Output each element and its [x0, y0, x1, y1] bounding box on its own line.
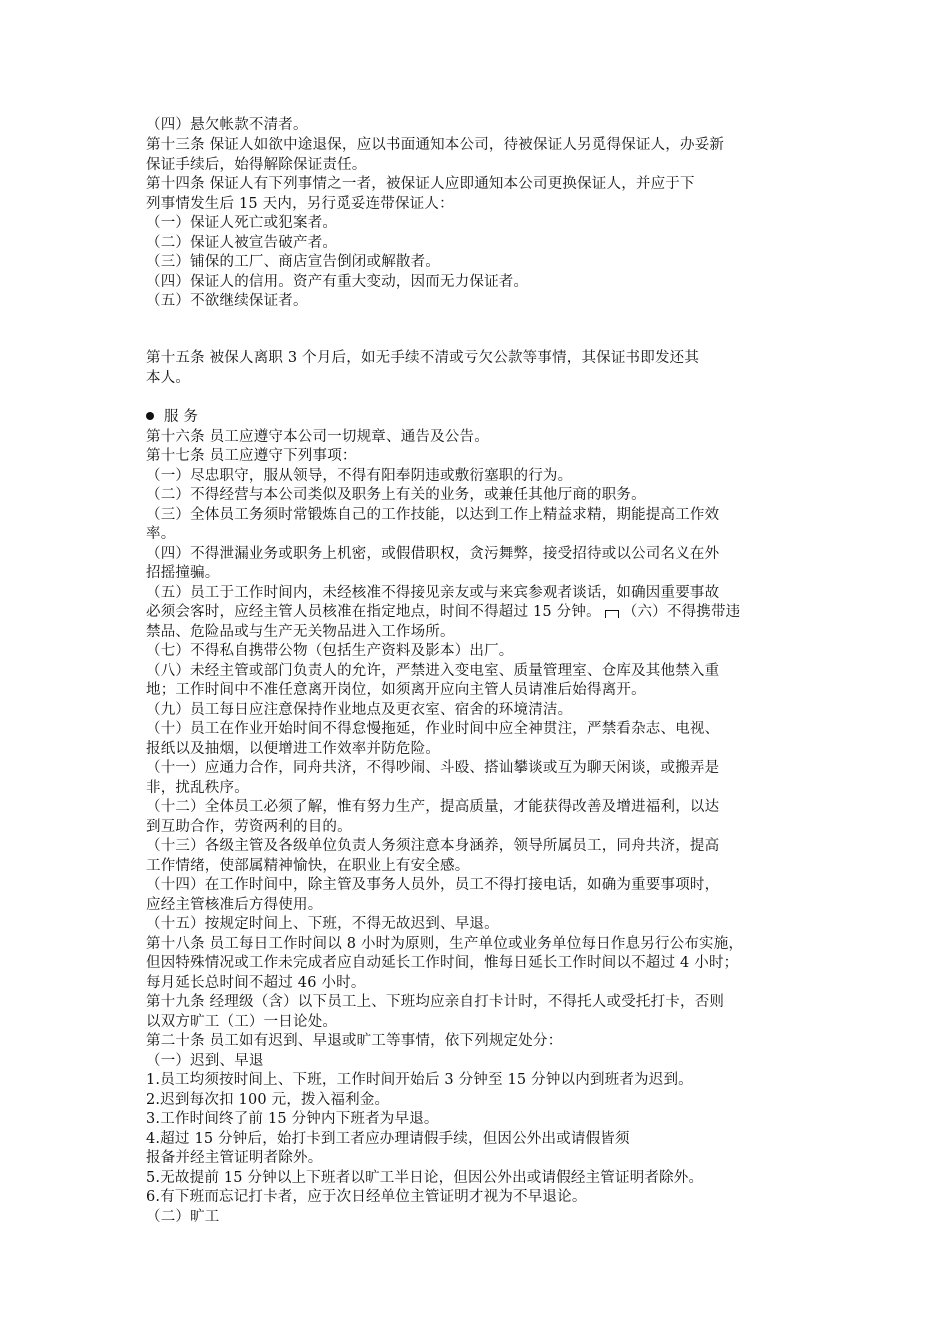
text-line: 第二十条 员工如有迟到、早退或旷工等事情，依下列规定处分：: [146, 1033, 563, 1049]
text-line: 本人。: [146, 370, 191, 386]
text-line: 禁品、危险品或与生产无关物品进入工作场所。: [146, 624, 455, 640]
section-heading: [146, 408, 198, 427]
text-line: 第十九条 经理级（含）以下员工上、下班均应亲自打卡计时，不得托人或受托打卡，否则: [146, 994, 725, 1010]
text-line: 第十五条 被保人离职 3 个月后，如无手续不清或亏欠公款等事情，其保证书即发还其: [146, 350, 700, 366]
text-line: （四）不得泄漏业务或职务上机密，或假借职权，贪污舞弊，接受招待或以公司名义在外: [146, 546, 720, 562]
text-line: （十二）全体员工必须了解，惟有努力生产，提高质量，才能获得改善及增进福利，以达: [146, 799, 720, 815]
text-line: 但因特殊情况或工作未完成者应自动延长工作时间，惟每日延长工作时间以不超过 4 小时；: [146, 955, 739, 971]
text-line: （八）未经主管或部门负责人的允许，严禁进入变电室、质量管理室、仓库及其他禁入重: [146, 663, 720, 679]
text-line: （一）迟到、早退: [146, 1053, 264, 1069]
text-segment: （六）不得携带违: [622, 604, 741, 620]
text-line: （二）保证人被宣告破产者。: [146, 235, 338, 251]
text-line: （五）员工于工作时间内，未经核准不得接见亲友或与来宾参观者谈话，如确因重要事故: [146, 585, 720, 601]
text-line: 报纸以及抽烟，以便增进工作效率并防危险。: [146, 741, 440, 757]
text-line: 保证手续后，始得解除保证责任。: [146, 157, 367, 173]
bullet-icon: [146, 412, 154, 420]
text-line: 到互助合作，劳资两利的目的。: [146, 819, 352, 835]
text-line: 非，扰乱秩序。: [146, 780, 249, 796]
text-line: [146, 603, 740, 622]
text-line: 应经主管核准后方得使用。: [146, 897, 323, 913]
text-line: （三）全体员工务须时常锻炼自己的工作技能，以达到工作上精益求精，期能提高工作效: [146, 507, 720, 523]
text-line: 率。: [146, 526, 176, 542]
text-line: （五）不欲继续保证者。: [146, 293, 308, 309]
text-line: （十三）各级主管及各级单位负责人务须注意本身涵养，领导所属员工，同舟共济，提高: [146, 838, 720, 854]
text-line: （四）悬欠帐款不清者。: [146, 117, 308, 133]
text-line: 列事情发生后 15 天内，另行觅妥连带保证人：: [146, 196, 454, 212]
text-line: （二）旷工: [146, 1209, 220, 1225]
text-line: （三）铺保的工厂、商店宣告倒闭或解散者。: [146, 254, 440, 270]
text-line: 地；工作时间中不准任意离开岗位，如须离开应向主管人员请准后始得离开。: [146, 682, 646, 698]
text-line: 报备并经主管证明者除外。: [146, 1150, 323, 1166]
text-line: 3.工作时间终了前 15 分钟内下班者为早退。: [146, 1111, 439, 1127]
section-title: 服 务: [164, 409, 199, 425]
text-line: 4.超过 15 分钟后，始打卡到工者应办理请假手续，但因公外出或请假皆须: [146, 1131, 630, 1147]
text-line: 以双方旷工（工）一日论处。: [146, 1014, 338, 1030]
text-line: 每月延长总时间不超过 46 小时。: [146, 975, 366, 991]
text-line: 工作情绪，使部属精神愉快，在职业上有安全感。: [146, 858, 470, 874]
text-line: 2.迟到每次扣 100 元，拨入福利金。: [146, 1092, 390, 1108]
text-line: （十一）应通力合作，同舟共济，不得吵闹、斗殴、搭讪攀谈或互为聊天闲谈，或搬弄是: [146, 760, 720, 776]
text-line: 5.无故提前 15 分钟以上下班者以旷工半日论，但因公外出或请假经主管证明者除外。: [146, 1170, 704, 1186]
text-line: （九）员工每日应注意保持作业地点及更衣室、宿舍的环境清洁。: [146, 702, 573, 718]
text-line: （十）员工在作业开始时间不得怠慢拖延，作业时间中应全神贯注，严禁看杂志、电视、: [146, 721, 720, 737]
text-line: 第十三条 保证人如欲中途退保，应以书面通知本公司，待被保证人另觅得保证人，办妥新: [146, 137, 725, 153]
text-segment: 必须会客时，应经主管人员核准在指定地点，时间不得超过 15 分钟。: [146, 604, 601, 620]
text-line: 第十六条 员工应遵守本公司一切规章、通告及公告。: [146, 429, 489, 445]
text-line: 第十八条 员工每日工作时间以 8 小时为原则，生产单位或业务单位每日作息另行公布实施，: [146, 936, 744, 952]
text-line: （十四）在工作时间中，除主管及事务人员外，员工不得打接电话，如确为重要事项时，: [146, 877, 720, 893]
text-line: （一）尽忠职守，服从领导，不得有阳奉阴违或敷衍塞职的行为。: [146, 468, 573, 484]
text-line: 第十四条 保证人有下列事情之一者，被保证人应即通知本公司更换保证人，并应于下: [146, 176, 695, 192]
text-line: 第十七条 员工应遵守下列事项：: [146, 448, 357, 464]
text-line: （二）不得经营与本公司类似及职务上有关的业务，或兼任其他厅商的职务。: [146, 487, 646, 503]
text-line: （十五）按规定时间上、下班，不得无故迟到、早退。: [146, 916, 499, 932]
text-line: （七）不得私自携带公物（包括生产资料及影本）出厂。: [146, 643, 514, 659]
bracket-mark-icon: [605, 610, 619, 618]
text-line: 6.有下班而忘记打卡者，应于次日经单位主管证明才视为不早退论。: [146, 1189, 587, 1205]
text-line: （四）保证人的信用。资产有重大变动，因而无力保证者。: [146, 274, 529, 290]
text-line: （一）保证人死亡或犯案者。: [146, 215, 338, 231]
text-line: 1.员工均须按时间上、下班，工作时间开始后 3 分钟至 15 分钟以内到班者为迟到。: [146, 1072, 693, 1088]
text-line: 招摇撞骗。: [146, 565, 220, 581]
